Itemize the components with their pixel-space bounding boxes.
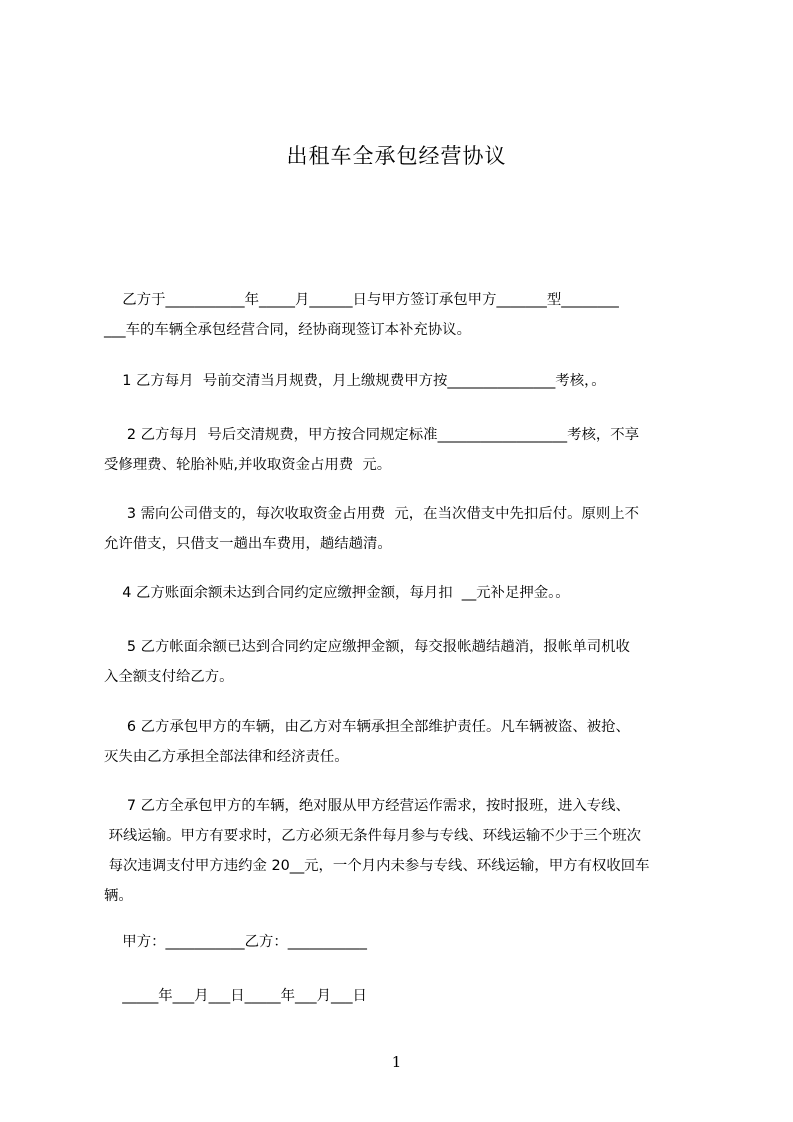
paragraph-line: 3 需向公司借支的，每次收取资金占用费 元，在当次借支中先扣后付。原则上不 — [104, 506, 640, 522]
clause-4 — [104, 578, 704, 608]
paragraph-line: ___车的车辆全承包经营合同，经协商现签订本补充协议。 — [104, 322, 471, 338]
paragraph-line: 受修理费、轮胎补贴,并收取资金占用费 元。 — [104, 457, 392, 473]
paragraph-line: 1 乙方每月 号前交清当月规费，月上缴规费甲方按_______________考核，。 — [104, 373, 606, 389]
clause-7 — [104, 791, 704, 911]
paragraph-line: 允许借支，只借支一趟出车费用，趟结趟清。 — [104, 536, 392, 552]
clause-3 — [104, 499, 704, 559]
clause-5 — [104, 632, 704, 692]
paragraph-line: 每次违调支付甲方违约金 20__元，一个月内未参与专线、环线运输，甲方有权收回车 — [104, 858, 650, 874]
paragraph-line: 2 乙方每月 号后交清规费，甲方按合同规定标准__________________考核，不享 — [104, 427, 640, 443]
clause-6 — [104, 712, 704, 772]
paragraph-line: 入全额支付给乙方。 — [104, 669, 234, 685]
paragraph-line: 辆。 — [104, 888, 133, 904]
paragraph-line: 环线运输。甲方有要求时，乙方必须无条件每月参与专线、环线运输不少于三个班次 — [104, 828, 642, 844]
date-line — [104, 981, 704, 1011]
paragraph-line: 灭失由乙方承担全部法律和经济责任。 — [104, 749, 349, 765]
clause-2 — [104, 420, 704, 480]
signature-text: 甲方：___________乙方：___________ — [104, 934, 367, 950]
paragraph-line: 4 乙方账面余额未达到合同约定应缴押金额，每月扣 __元补足押金。。 — [104, 585, 570, 601]
signature-line — [104, 927, 704, 957]
document-title: 出租车全承包经营协议 — [286, 144, 507, 168]
page-number: 1 — [391, 1053, 402, 1071]
paragraph-line: 7 乙方全承包甲方的车辆，绝对服从甲方经营运作需求，按时报班，进入专线、 — [104, 798, 630, 814]
paragraph-line: 5 乙方帐面余额已达到合同约定应缴押金额，每交报帐趟结趟消，报帐单司机收 — [104, 639, 630, 655]
clause-1 — [104, 366, 704, 396]
intro-paragraph — [104, 285, 704, 345]
paragraph-line: 6 乙方承包甲方的车辆，由乙方对车辆承担全部维护责任。凡车辆被盗、被抢、 — [104, 719, 630, 735]
paragraph-line: 乙方于___________年_____月______日与甲方签订承包甲方_______型________ — [104, 292, 619, 308]
date-text: _____年___月___日_____年___月___日 — [104, 988, 367, 1004]
